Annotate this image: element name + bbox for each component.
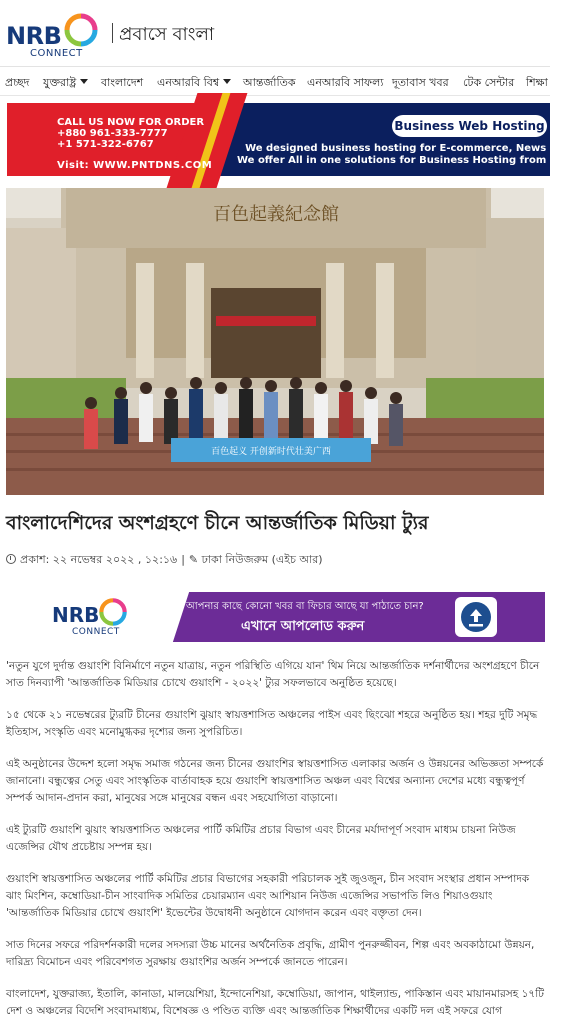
article-paragraph: এই ট্যুরটি গুয়াংশি ঝুয়াং স্বায়ত্তশাসিত অঞ্চলের পার্টি কমিটির প্রচার বিভাগ এবং চীনের মর্যাদাপূর্ণ সংবাদ মাধ্যম চায়না নিউজ এজেন্সির যৌথ প্রচেষ্টায় সম্পন্ন হয়।: [6, 824, 516, 853]
ad-pill-title: Business Web Hosting: [392, 115, 547, 137]
article-paragraph: 'নতুন যুগে দুর্দান্ত গুয়াংশি বিনির্মাণে নতুন যাত্রায়, নতুন পরিস্থিতি এগিয়ে যান' থিম নিয়ে আন্তর্জাতিক দর্শনার্থীদের অংশগ্রহণে চীনে সাত দিনব্যাপী 'আন্তর্জাতিক মিডিয়ার চোখে গুয়াংশি - ২০২২' ট্যুর সফলভাবে অনুষ্ঠিত হয়েছে।: [6, 660, 540, 689]
upload-button[interactable]: [455, 597, 497, 637]
chevron-down-icon: [80, 79, 88, 84]
article-body: [6, 658, 544, 1035]
article-hero-image: [6, 188, 544, 495]
nav-item-international[interactable]: আন্তর্জাতিক: [243, 76, 296, 89]
nav-item-bangladesh[interactable]: বাংলাদেশ: [101, 76, 144, 89]
logo-wordmark: NRB: [6, 22, 62, 50]
site-header: [0, 0, 550, 66]
article-paragraph: বাংলাদেশ, যুক্তরাজ্য, ইতালি, কানাডা, মালয়েশিয়া, ইন্দোনেশিয়া, কম্বোডিয়া, জাপান, থাইল্যান্ড, পাকিস্তান এবং মায়ানমারসহ ১৭টি দেশ ও অঞ্চলের বিদেশি সংবাদমাধ্যম, বিশেষজ্ঞ ও পণ্ডিত ব্যক্তি এবং আন্তর্জাতিক শিক্ষার্থীদের একটি দল এই সফরে যোগ: [6, 988, 544, 1017]
divider: [0, 95, 550, 96]
nav-item-education[interactable]: শিক্ষা: [526, 76, 548, 89]
logo-ring-icon: [61, 12, 101, 48]
nav-item-nrb-success[interactable]: এনআরবি সাফল্য: [307, 76, 384, 89]
upload-cta[interactable]: এখানে আপলোড করুন: [241, 619, 365, 634]
upload-icon: [460, 601, 492, 633]
pen-icon: ✎: [188, 553, 199, 566]
main-nav: [0, 67, 550, 95]
building-sign: 百色起義紀念館: [213, 204, 339, 225]
article-paragraph: এই অনুষ্ঠানের উদ্দেশ হলো সমৃদ্ধ সমাজ গঠনের জন্য চীনের গুয়াংশির স্বায়ত্তশাসিত এলাকার অর্জন ও উন্নয়নের অভিজ্ঞতা সম্পর্কে জানানো। বন্ধুত্বের সেতু এবং সাংস্কৃতিক বার্তাবাহক হয়ে গুয়াংশি স্বায়ত্তশাসিত অঞ্চল এবং বিশ্বের অন্যান্য দেশের মধ্যে বন্ধুত্বপূর্ণ সম্পর্ক আদান-প্রদান করা, মানুষের সঙ্গে মানুষের বন্ধন এবং সহযোগিতা বাড়ানো।: [6, 758, 544, 804]
site-logo[interactable]: [6, 10, 98, 60]
ad-visit-link: Visit: WWW.PNTDNS.COM: [57, 160, 213, 171]
nav-item-nrb-world[interactable]: এনআরবি বিশ্ব: [157, 74, 231, 93]
ad-call-block: CALL US NOW FOR ORDER +880 961-333-7777 +1 571-322-6767: [57, 117, 205, 150]
ad-description: We designed business hosting for E-commerce, News P We offer All in one solutions for Business Hosting from our ow: [237, 143, 588, 166]
hero-photo-illustration: [6, 188, 544, 495]
upload-news-banner[interactable]: NRB CONNECT আপনার কাছে কোনো খবর বা ফিচার আছে যা পাঠাতে চান? এখানে আপলোড করুন: [6, 592, 545, 642]
site-tagline: প্রবাসে বাংলা: [112, 20, 214, 51]
article-paragraph: সাত দিনের সফরে পরিদর্শনকারী দলের সদস্যরা উচ্চ মানের অর্থনৈতিক প্রবৃদ্ধি, গ্রামীণ পুনরুজ্জীবন, শিল্প এবং অবকাঠামো উন্নয়ন, দারিদ্র্য বিমোচন এবং পরিবেশগত সুরক্ষায় গুয়াংশির অর্জন সম্পর্কে জানতে পারেন।: [6, 939, 535, 968]
hero-banner-text: 百色起义 开创新时代壮美广西: [211, 447, 331, 457]
logo-subtitle: CONNECT: [30, 48, 83, 59]
article-paragraph: ১৫ থেকে ২১ নভেম্বরের ট্যুরটি চীনের গুয়াংশি ঝুয়াং স্বায়ত্তশাসিত অঞ্চলের পাইস এবং ছিংঝো শহরে অনুষ্ঠিত হয়। শহর দুটি সমৃদ্ধ ইতিহাস, সংস্কৃতি এবং মনোমুগ্ধকর দৃশ্যের জন্য সুপরিচিত।: [6, 709, 538, 738]
article-meta: প্রকাশ: ২২ নভেম্বর ২০২২ , ১২:১৬ | ✎ ঢাকা নিউজরুম (এইচ আর): [6, 551, 323, 570]
nav-item-tech-center[interactable]: টেক সেন্টার: [463, 76, 515, 89]
nav-item-usa[interactable]: যুক্তরাষ্ট্র: [43, 74, 88, 93]
article-paragraph: গুয়াংশি স্বায়ত্তশাসিত অঞ্চলের পার্টি কমিটির প্রচার বিভাগের সহকারী পরিচালক সুই জুওজুন, চীন সংবাদ সংস্থার প্রধান সম্পাদক ঝাং মিংশিন, কম্বোডিয়া-চীন সাংবাদিক সমিতির চেয়ারম্যান এবং আশিয়ান নিউজ এজেন্সির সভাপতি লিও শিয়াওগুয়াং 'আন্তর্জাতিক মিডিয়ার চোখে গুয়াংশি' ইভেন্টের উদ্বোধনী অনুষ্ঠানে যোগদান করেন এবং বক্তৃতা দেন।: [6, 873, 530, 919]
logo-ring-icon: [96, 597, 130, 627]
publish-date: প্রকাশ: ২২ নভেম্বর ২০২২ , ১২:১৬: [20, 553, 178, 566]
clock-icon: [6, 554, 16, 564]
chevron-down-icon: [223, 79, 231, 84]
nav-item-home[interactable]: প্রচ্ছদ: [5, 76, 30, 89]
article-headline: বাংলাদেশিদের অংশগ্রহণে চীনে আন্তর্জাতিক মিডিয়া ট্যুর: [6, 512, 429, 534]
hosting-ad-banner[interactable]: [7, 103, 588, 176]
upload-question: আপনার কাছে কোনো খবর বা ফিচার আছে যা পাঠাতে চান?: [186, 601, 424, 612]
article-author[interactable]: ঢাকা নিউজরুম (এইচ আর): [201, 553, 323, 566]
nav-item-embassy-news[interactable]: দূতাবাস খবর: [392, 76, 449, 89]
